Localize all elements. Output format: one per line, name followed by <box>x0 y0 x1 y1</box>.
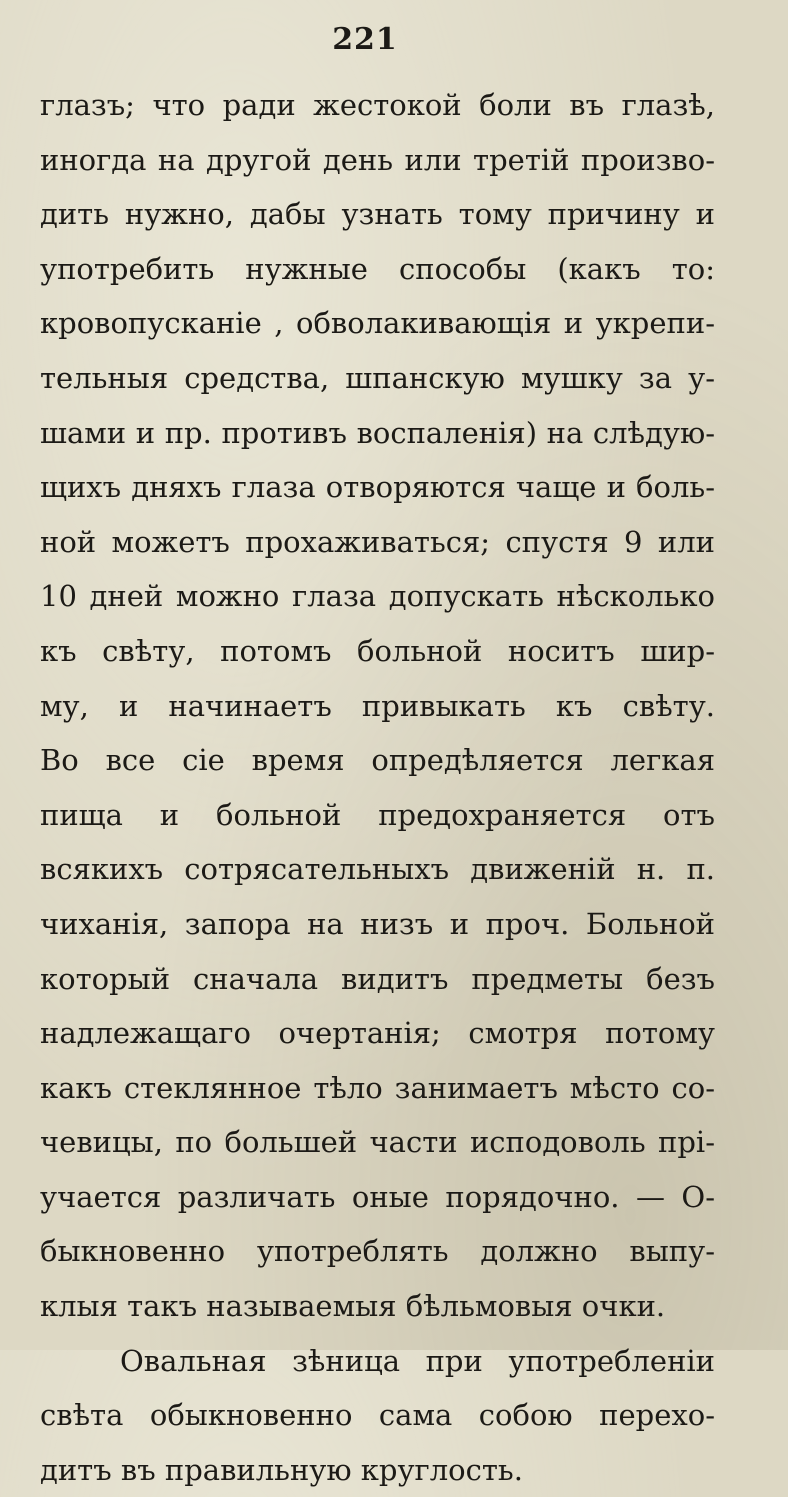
text-line: учается различать оные порядочно. — О- <box>40 1179 715 1214</box>
text-line: свѣта обыкновенно сама собою перехо- <box>40 1398 715 1433</box>
paragraph-1 <box>40 78 715 1334</box>
text-line: употребить нужные способы (какъ то: <box>40 251 715 286</box>
page-number: 221 <box>332 22 398 57</box>
text-line: который сначала видитъ предметы безъ <box>40 961 715 996</box>
text-line: тельныя средства, шпанскую мушку за у- <box>40 360 715 395</box>
body-text <box>40 78 715 1497</box>
text-line: ной можетъ прохаживаться; спустя 9 или <box>40 524 715 559</box>
text-line: глазъ; что ради жестокой боли въ глазѣ, <box>40 88 715 122</box>
text-line: къ свѣту, потомъ больной носитъ шир- <box>40 633 715 668</box>
text-line: Во все сіе время опредѣляется легкая <box>40 743 715 778</box>
text-line: иногда на другой день или третій произво- <box>40 142 715 177</box>
text-line: чиханія, запора на низъ и проч. Больной <box>40 906 715 941</box>
text-line: дитъ въ правильную круглость. <box>40 1452 523 1487</box>
text-line: кровопусканіе , обволакивающія и укрепи- <box>40 306 715 341</box>
text-line: чевицы, по большей части исподоволь прі- <box>40 1125 715 1160</box>
paragraph-2 <box>40 1334 715 1497</box>
text-line: клыя такъ называемыя бѣльмовыя очки. <box>40 1289 666 1324</box>
text-line: быкновенно употреблять должно выпу- <box>40 1234 715 1269</box>
text-line: надлежащаго очертанія; смотря потому <box>40 1016 715 1051</box>
text-line: какъ стеклянное тѣло занимаетъ мѣсто со- <box>40 1070 715 1105</box>
text-line: дить нужно, дабы узнать тому причину и <box>40 197 715 232</box>
text-line: Овальная зѣница при употребленіи <box>120 1343 715 1378</box>
text-line: щихъ дняхъ глаза отворяются чаще и боль- <box>40 470 715 505</box>
text-line: пища и больной предохраняется отъ <box>40 797 715 832</box>
text-line: 10 дней можно глаза допускать нѣсколько <box>40 579 715 614</box>
text-line: шами и пр. противъ воспаленія) на слѣдую- <box>40 415 715 450</box>
text-line: му, и начинаетъ привыкать къ свѣту. <box>40 688 715 723</box>
text-line: всякихъ сотрясательныхъ движеній н. п. <box>40 852 715 887</box>
